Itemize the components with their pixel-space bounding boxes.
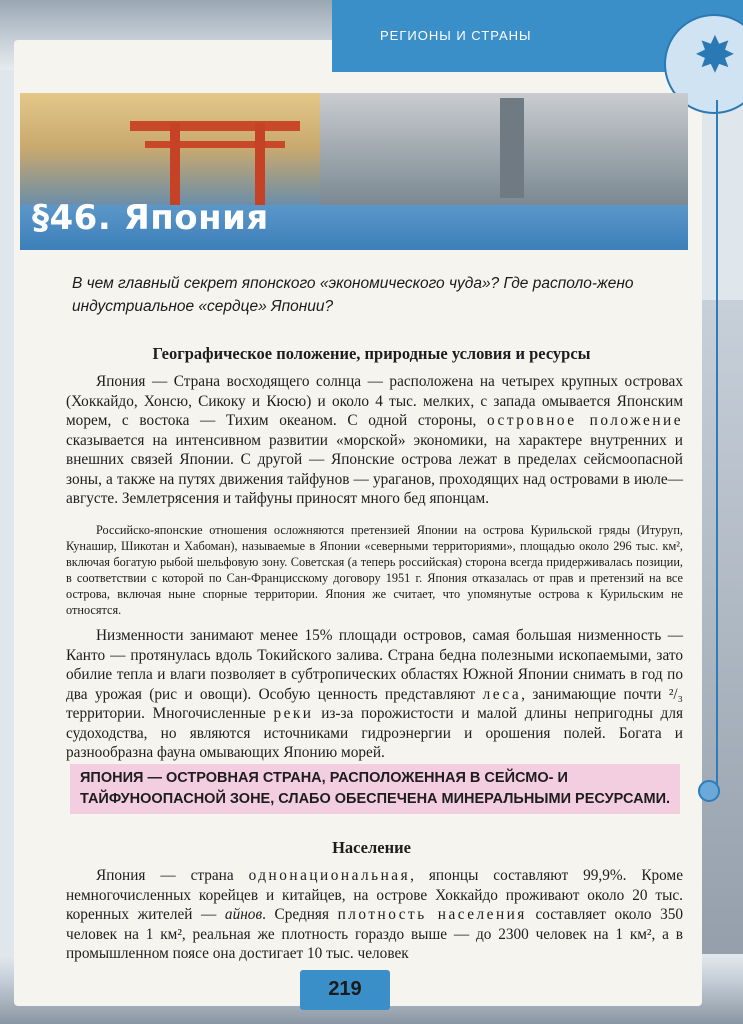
page-number: 219 bbox=[328, 978, 362, 1000]
text-run: . Средняя bbox=[262, 906, 338, 923]
spaced-term: островное положение bbox=[487, 412, 684, 429]
italic-term: айнов bbox=[224, 906, 263, 923]
spaced-term: леса bbox=[482, 685, 522, 703]
text-run: , занимающие почти ²/₃ территории. Многочисленные bbox=[66, 685, 683, 722]
text-run: составляет около 350 человек на 1 км², реальная же плотность гораздо выше — до 2300 человек на 1 км², а в промышленном поясе она достигает 10 тыс. человек bbox=[66, 906, 684, 962]
paragraph-population bbox=[66, 866, 683, 964]
spaced-term: плотность населения bbox=[337, 906, 527, 923]
paragraph-resources bbox=[66, 626, 683, 763]
text-run: из-за порожистости и малой длины непригодны для судоходства, но являются источниками гидроэнергии и орошения полей. Богата и разнообразна фауна омывающих Японию морей. bbox=[66, 705, 683, 761]
torii-gate bbox=[130, 121, 300, 131]
text-run: сказывается на интенсивном развитии «морской» экономики, на характере внутренних и внешних связей Японии. С другой — Японские острова лежат в пределах сейсмоопасной зоны, а также на путях движения тайфунов — ураганов, проходящих над островами в июле—августе. Землетрясения и тайфуны приносят много бед японцам. bbox=[66, 431, 683, 507]
spaced-term: реки bbox=[273, 705, 314, 722]
side-line bbox=[716, 100, 718, 788]
intro-question: В чем главный секрет японского «экономического чуда»? Где располо-жено индустриальное «сердце» Японии? bbox=[72, 275, 634, 315]
page-title: §46. Япония bbox=[32, 198, 269, 238]
paragraph-geography bbox=[66, 372, 683, 509]
kuril-note: Российско-японские отношения осложняются претензией Японии на острова Курильской гряды (Итуруп, Кунашир, Шикотан и Хабоман), называемые в Японии «северными территориями», площадью около 296 тыс. км², включая богатую рыбой шельфовую зону. Советская (а теперь российская) сторона всегда придерживалась позиции, в соответствии с которой по Сан-Францисскому договору 1951 г. Япония отказалась от прав и претензий на все острова, включая ныне спорные территории. Япония же считает, что упомянутые острова к Курильским не относятся. bbox=[66, 523, 683, 617]
region-label: РЕГИОНЫ И СТРАНЫ bbox=[380, 28, 532, 43]
text-run: Япония — страна bbox=[96, 867, 249, 884]
text-run: Япония — Страна восходящего солнца — расположена на четырех крупных островах (Хоккайдо, Хонсю, Сикоку и Кюсю) и около 4 тыс. мелких, с запада омывается Японским морем, с востока — Тихим океаном. С одной стороны, bbox=[66, 373, 683, 429]
text-run: , японцы составляют 99,9%. Кроме немногочисленных корейцев и китайцев, на острове Хоккайдо проживают около 20 тыс. коренных жителей — bbox=[66, 867, 684, 923]
star-icon: ✸ bbox=[694, 26, 736, 84]
section-heading-population: Население bbox=[332, 838, 411, 857]
side-dot bbox=[698, 780, 720, 802]
key-point-text: ЯПОНИЯ — ОСТРОВНАЯ СТРАНА, РАСПОЛОЖЕННАЯ В СЕЙСМО- И ТАЙФУНООПАСНОЙ ЗОНЕ, СЛАБО ОБЕСПЕЧЕНА МИНЕРАЛЬНЫМИ РЕСУРСАМИ. bbox=[80, 770, 671, 807]
spaced-term: однонациональная bbox=[248, 867, 411, 884]
skyscraper bbox=[500, 98, 524, 198]
text-run: Низменности занимают менее 15% площади островов, самая большая низменность — Канто — протянулась вдоль Токийского залива. Страна бедна полезными ископаемыми, зато обилие тепла и влаги позволяет в субтропических областях Южной Японии снимать в год по два урожая (рис и овощи). Особую ценность представляют bbox=[66, 627, 683, 703]
section-heading-geography: Географическое положение, природные условия и ресурсы bbox=[152, 344, 591, 363]
